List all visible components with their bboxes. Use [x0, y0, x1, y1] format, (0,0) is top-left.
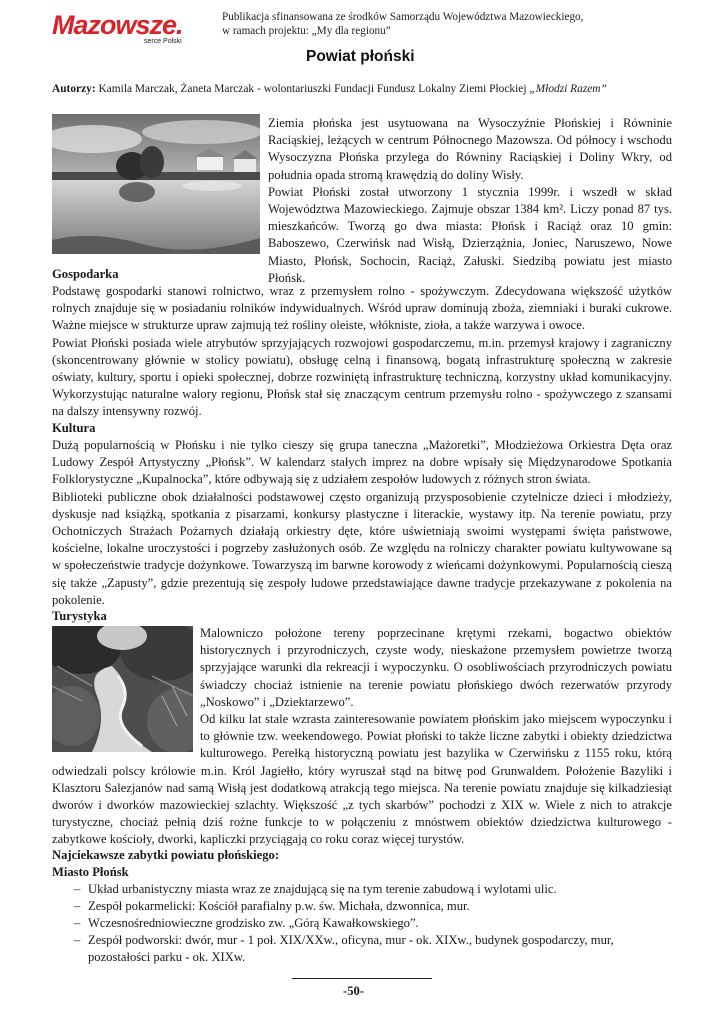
list-item-text: Wczesnośredniowieczne grodzisko zw. „Górą Kawałkowskiego”.	[88, 916, 419, 930]
heading-turystyka: Turystyka	[52, 609, 107, 623]
logo-tagline: serce Polski	[144, 38, 182, 45]
list-item: – Zespół podworski: dwór, mur - 1 poł. XIX/XXw., oficyna, mur - ok. XIXw., budynek gospodarczy, mur, pozostałości parku - ok. XIXw.	[74, 933, 614, 965]
mazowsze-logo	[52, 12, 222, 48]
heading-zabytki: Najciekawsze zabytki powiatu płońskiego:	[52, 848, 280, 862]
gospodarka-paragraph-2: Powiat Płoński posiada wiele atrybutów sprzyjających rozwojowi gospodarczemu, m.in. przemysł krajowy i zagraniczny (skoncentrowany głównie w stolicy powiatu), obsługę celną i finansową, bogatą infrastrukturę społeczną w zakresie oświaty, kultury, sportu i opieki społecznej, dobrze rozwiniętą infrastrukturę techniczną, korzystny układ komunikacyjny. Wykorzystując naturalne walory regionu, Płońsk stał się znaczącym centrum przemysłu rolno - spożywczego z szansami na dalszy intensywny rozwój.	[52, 335, 672, 419]
intro-paragraph-1: Ziemia płońska jest usytuowana na Wysoczyźnie Płońskiej i Równinie Raciąskiej, leżących w centrum Północnego Mazowsza. Od północy i wschodu Wysoczyzna Płońska przylega do Równiny Raciąskiej i Doliny Wkry, od południa opada stromą krawędzią do doliny Wisły.	[268, 116, 672, 182]
heading-gospodarka: Gospodarka	[52, 267, 119, 281]
page-number: -50-	[343, 984, 364, 998]
gospodarka-paragraph-1: Podstawę gospodarki stanowi rolnictwo, wraz z przemysłem rolno - spożywczym. Zdecydowana większość użytków rolnych znajduje się w posiadaniu rolników indywidualnych. Wśród upraw dominują zboża, ziemniaki i buraki cukrowe. Ważne miejsce w strukturze upraw zajmują też rośliny oleiste, włókniste, zioła, a także warzywa i owoce.	[52, 284, 672, 333]
logo-wordmark: Mazowsze.	[52, 10, 183, 40]
kultura-text	[52, 437, 672, 609]
turystyka-paragraph-1: Malowniczo położone tereny poprzecinane krętymi rzekami, bogactwo obiektów historycznych i przyrodniczych, czyste wody, nieskażone przemysłem powietrze tworzą sprzyjające warunki dla rekreacji i wypoczynku. O osobliwościach przyrodniczych powiatu świadczy chociaż istnienie na terenie powiatu płońskiego dwóch rezerwatów przyrody „Noskowo” i „Dziektarzewo”.	[200, 626, 672, 709]
turystyka-paragraph-2: Od kilku lat stale wzrasta zainteresowanie powiatem płońskim jako miejscem wypoczynku i to głównie tzw. weekendowego. Powiat płoński to także liczne zabytki i obiekty dziedzictwa kulturowego. Perełką historyczną powiatu jest bazylika w Czerwińsku z 1155 roku, którą odwiedzali polscy królowie m.in. Król Jagiełło, który wyruszał stąd na bitwę pod Grunwaldem. Położenie Bazyliki i Klasztoru Salezjanów nad samą Wisłą jest dodatkową atrakcją tego miejsca. Na terenie powiatu znajduje się kilkadziesiąt dworów i dworków mazowieckiej szlachty. Większość „z tych skarbów” pochodzi z XIX w. Wiele z nich to atrakcje turystyczne, chociaż pełnią dziś rożne funkcje to w połączeniu z mnóstwem obiektów dziedzictwa kulturowego - zabytkowe kościoły, dworki, kapliczki przyciągają co roku coraz więcej turystów.	[52, 712, 672, 847]
funding-line-2: w ramach projektu: „My dla regionu”	[222, 25, 391, 37]
authors-label: Autorzy:	[52, 83, 96, 95]
photo-spacer	[52, 625, 200, 759]
turystyka-text	[52, 625, 672, 849]
authors-line	[52, 83, 607, 95]
list-item: – Zespół pokarmelicki: Kościół parafialny p.w. św. Michała, dzwonnica, mur.	[74, 899, 470, 913]
list-item: – Wczesnośredniowieczne grodzisko zw. „Górą Kawałkowskiego”.	[74, 916, 419, 930]
list-item-text: Zespół pokarmelicki: Kościół parafialny p.w. św. Michała, dzwonnica, mur.	[88, 899, 470, 913]
funding-line-1: Publikacja sfinansowana ze środków Samorządu Województwa Mazowieckiego,	[222, 11, 584, 23]
list-item: – Układ urbanistyczny miasta wraz ze znajdującą się na tym terenie zabudową i wylotami ulic.	[74, 882, 557, 896]
list-item-text: Układ urbanistyczny miasta wraz ze znajdującą się na tym terenie zabudową i wylotami ulic.	[88, 882, 557, 896]
landscape-photo	[52, 114, 260, 254]
heading-miasto-plonsk: Miasto Płońsk	[52, 865, 129, 879]
intro-text	[268, 115, 672, 287]
heading-kultura: Kultura	[52, 421, 96, 435]
list-item-text: Zespół podworski: dwór, mur - 1 poł. XIX/XXw., oficyna, mur - ok. XIXw., budynek gospodarczy, mur, pozostałości parku - ok. XIXw.	[88, 933, 614, 965]
page-title: Powiat płoński	[306, 48, 415, 65]
authors-names: Kamila Marczak, Żaneta Marczak - wolontariuszki Fundacji Fundusz Lokalny Ziemi Płockiej	[98, 83, 527, 95]
gospodarka-text	[52, 283, 672, 421]
funding-note	[222, 10, 583, 38]
footer-rule	[292, 978, 432, 979]
kultura-paragraph-2: Biblioteki publiczne obok działalności podstawowej często organizują przysposobienie czytelnicze dzieci i młodzieży, dyskusje nad książką, spotkania z pisarzami, konkursy plastyczne i literackie, wystawy itp. Na terenie powiatu, przy Ochotniczych Strażach Pożarnych działają orkiestry dęte, które uświetniają swoimi występami święta państwowe, kościelne, lokalne uroczystości i pogrzeby zasłużonych osób. Ze względu na rolniczy charakter powiatu kultywowane są w społeczeństwie tradycje dożynkowe. Towarzyszą im barwne korowody z wieńcami dożynkowymi. Popularnością cieszą się także „Zapusty”, gdzie prezentują się zespoły ludowe przedstawiające dawne tradycje przekazywane z pokolenia na pokolenie.	[52, 489, 672, 607]
authors-group: „Młodzi Razem”	[529, 83, 607, 95]
kultura-paragraph-1: Dużą popularnością w Płońsku i nie tylko cieszy się grupa taneczna „Mażoretki”, Młodzieżowa Orkiestra Dęta oraz Ludowy Zespół Artystyczny „Płońsk”. W kalendarz stałych imprez na dobre wpisały się Międzynarodowe Spotkania Folklorystyczne „Kupalnocka”, które odbywają się z udziałem zespołów ludowych z różnych stron świata.	[52, 438, 672, 487]
intro-paragraph-2: Powiat Płoński został utworzony 1 stycznia 1999r. i wszedł w skład Województwa Mazowieckiego. Zajmuje obszar 1384 km². Liczy ponad 87 tys. mieszkańców. Tworzą go dwa miasta: Płońsk i Raciąż oraz 10 gmin: Baboszewo, Czerwińsk nad Wisłą, Dzierzążnia, Joniec, Naruszewo, Nowe Miasto, Płońsk, Sochocin, Raciąż, Załuski. Siedzibą powiatu jest miasto Płońsk.	[268, 184, 672, 285]
